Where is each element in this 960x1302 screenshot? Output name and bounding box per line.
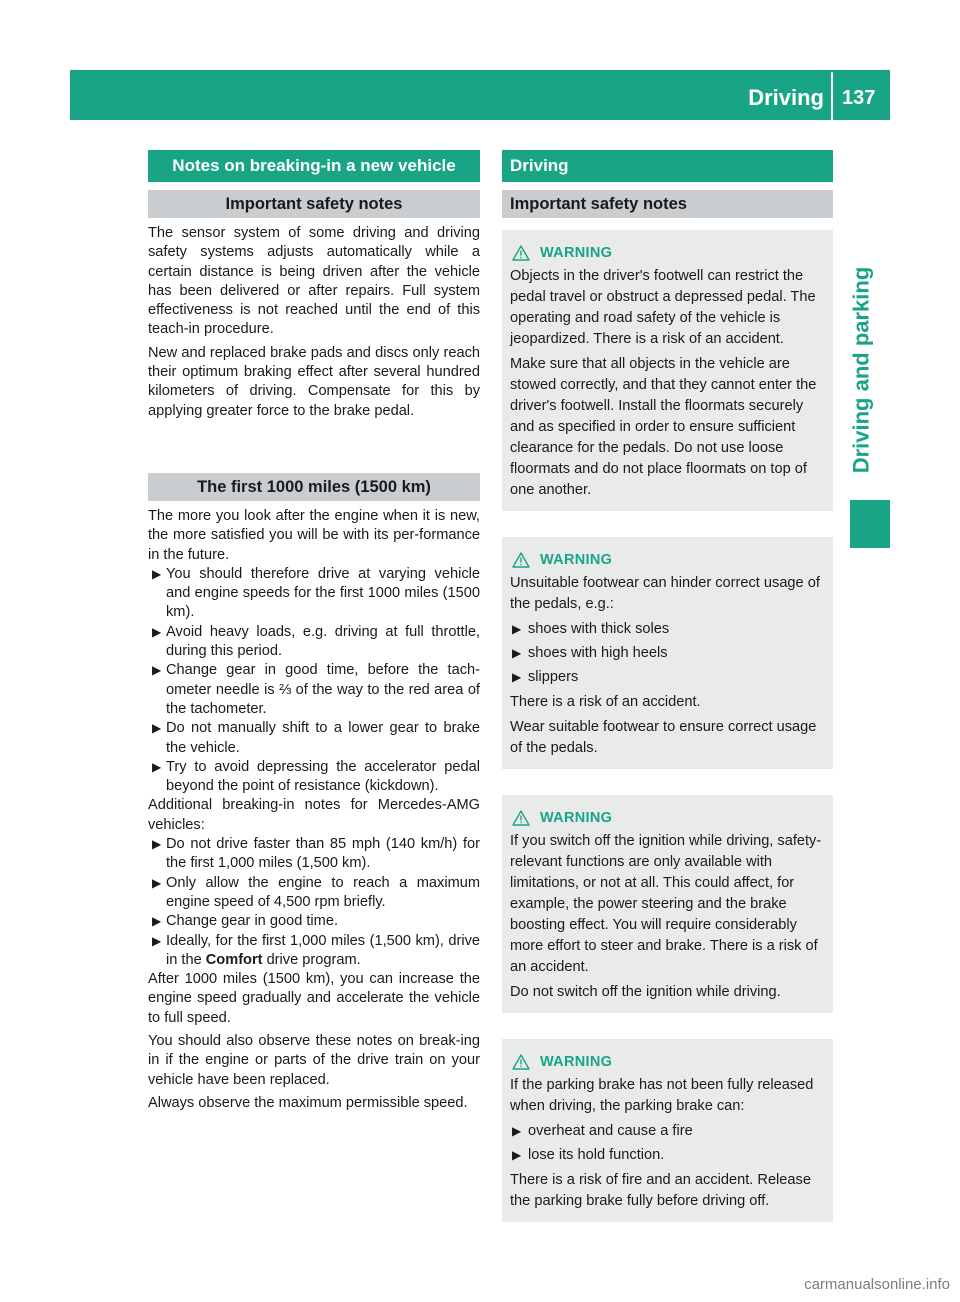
list-item: ▶ shoes with thick soles <box>512 621 670 637</box>
paragraph-sensor: The sensor system of some driving and driving safety systems adjusts automatically while a certain distance is being driven after the vehicle has been delivered or after repairs. Full system effectiveness is not reached until the end of this teach-in procedure. <box>148 225 480 338</box>
warning-triangle-icon <box>512 1054 530 1070</box>
warning-title <box>510 1051 825 1073</box>
paragraph-amg-notes: Additional breaking-in notes for Mercedes-AMG vehicles: <box>148 797 480 833</box>
warning-text: There is a risk of an accident. <box>510 694 701 710</box>
list-item: ▶ Change gear in good time, before the tach-ometer needle is ⅔ of the way to the red area of the tachometer. <box>152 662 480 717</box>
side-tab-marker <box>850 500 890 548</box>
bullet-list-breaking-in <box>148 565 480 797</box>
comfort-program-label: Comfort <box>205 951 263 968</box>
side-tab <box>841 250 881 490</box>
warning-triangle-icon <box>512 552 530 568</box>
warning-text: Unsuitable footwear can hinder correct usage of the pedals, e.g.: <box>510 575 820 612</box>
list-item: ▶ Ideally, for the first 1,000 miles (1,500 km), drive in the Comfort drive program. <box>152 932 480 968</box>
list-item: ▶ Only allow the engine to reach a maximum engine speed of 4,500 rpm briefly. <box>152 874 480 910</box>
warning-box-footwell <box>502 230 833 511</box>
watermark: carmanualsonline.info <box>804 1276 950 1293</box>
section-heading-breaking-in: Notes on breaking-in a new vehicle <box>148 150 480 182</box>
warning-triangle-icon <box>512 810 530 826</box>
bullet-list-footwear <box>510 619 825 688</box>
list-item: ▶ slippers <box>512 669 579 685</box>
paragraph-after-1000: After 1000 miles (1500 km), you can increase the engine speed gradually and accelerate the vehicle to full speed. <box>148 971 480 1026</box>
warning-title <box>510 807 825 829</box>
warning-triangle-icon <box>512 245 530 261</box>
subheading-safety-notes: Important safety notes <box>148 190 480 218</box>
subheading-first-1000-miles: The first 1000 miles (1500 km) <box>148 473 480 501</box>
list-item: ▶ shoes with high heels <box>512 645 668 661</box>
warning-box-parking-brake <box>502 1039 833 1222</box>
bullet-list-amg <box>148 835 480 970</box>
warning-text: Make sure that all objects in the vehicle are stowed correctly, and that they cannot enter the driver's footwell. Install the floormats securely and as specified in order to ensure sufficient clearance for the pedals. Do not use loose floormats and do not place floormats on top of one another. <box>510 356 817 498</box>
section-heading-driving: Driving <box>502 150 833 182</box>
warning-text: Wear suitable footwear to ensure correct usage of the pedals. <box>510 719 817 756</box>
page-number: 137 <box>842 87 876 109</box>
list-item: ▶ Change gear in good time. <box>152 913 338 930</box>
paragraph-max-speed: Always observe the maximum permissible speed. <box>148 1094 468 1111</box>
list-item: ▶ lose its hold function. <box>512 1147 665 1163</box>
list-item: ▶ Avoid heavy loads, e.g. driving at full throttle, during this period. <box>152 623 480 660</box>
paragraph-look-after-engine: The more you look after the engine when it is new, the more satisfied you will be with its per-formance in the future. <box>148 507 480 563</box>
section-title: Driving <box>748 85 824 110</box>
paragraph-brake-pads: New and replaced brake pads and discs only reach their optimum braking effect after several hundred kilometers of driving. Compensate for this by applying greater force to the brake pedal. <box>148 344 480 419</box>
list-item: ▶ overheat and cause a fire <box>512 1123 693 1139</box>
paragraph-replaced-parts: You should also observe these notes on break-ing in if the engine or parts of the drive train on your vehicle have been replaced. <box>148 1032 480 1088</box>
warning-label: WARNING <box>540 552 613 568</box>
warning-box-ignition <box>502 795 833 1013</box>
warning-text: There is a risk of fire and an accident. Release the parking brake fully before driving off. <box>510 1172 811 1209</box>
bullet-list-parking-brake <box>510 1121 825 1166</box>
list-item: ▶ Try to avoid depressing the accelerator pedal beyond the point of resistance (kickdown). <box>152 758 480 795</box>
warning-title <box>510 242 825 264</box>
warning-label: WARNING <box>540 810 613 826</box>
warning-title <box>510 549 825 571</box>
warning-box-footwear <box>502 537 833 769</box>
warning-label: WARNING <box>540 245 613 261</box>
right-column <box>502 150 833 1222</box>
list-item: ▶ Do not drive faster than 85 mph (140 km/h) for the first 1,000 miles (1,500 km). <box>152 836 480 872</box>
warning-text: If the parking brake has not been fully released when driving, the parking brake can: <box>510 1077 814 1114</box>
side-tab-label: Driving and parking <box>848 266 873 474</box>
list-item: ▶ Do not manually shift to a lower gear to brake the vehicle. <box>152 720 480 756</box>
header-divider <box>831 72 833 120</box>
warning-label: WARNING <box>540 1054 613 1070</box>
subheading-safety-notes-driving: Important safety notes <box>502 190 833 218</box>
warning-text: Objects in the driver's footwell can restrict the pedal travel or obstruct a depressed pedal. The operating and road safety of the vehicle is jeopardized. There is a risk of an accident. <box>510 268 816 347</box>
warning-text: If you switch off the ignition while driving, safety-relevant functions are only available with limitations, or not at all. This could affect, for example, the power steering and the brake boosting effect. You will require considerably more effort to steer and brake. There is a risk of an accident. <box>510 833 822 975</box>
warning-text: Do not switch off the ignition while driving. <box>510 984 781 1000</box>
list-item: ▶ You should therefore drive at varying vehicle and engine speeds for the first 1000 miles (1500 km). <box>152 565 480 621</box>
left-column <box>148 150 480 1113</box>
